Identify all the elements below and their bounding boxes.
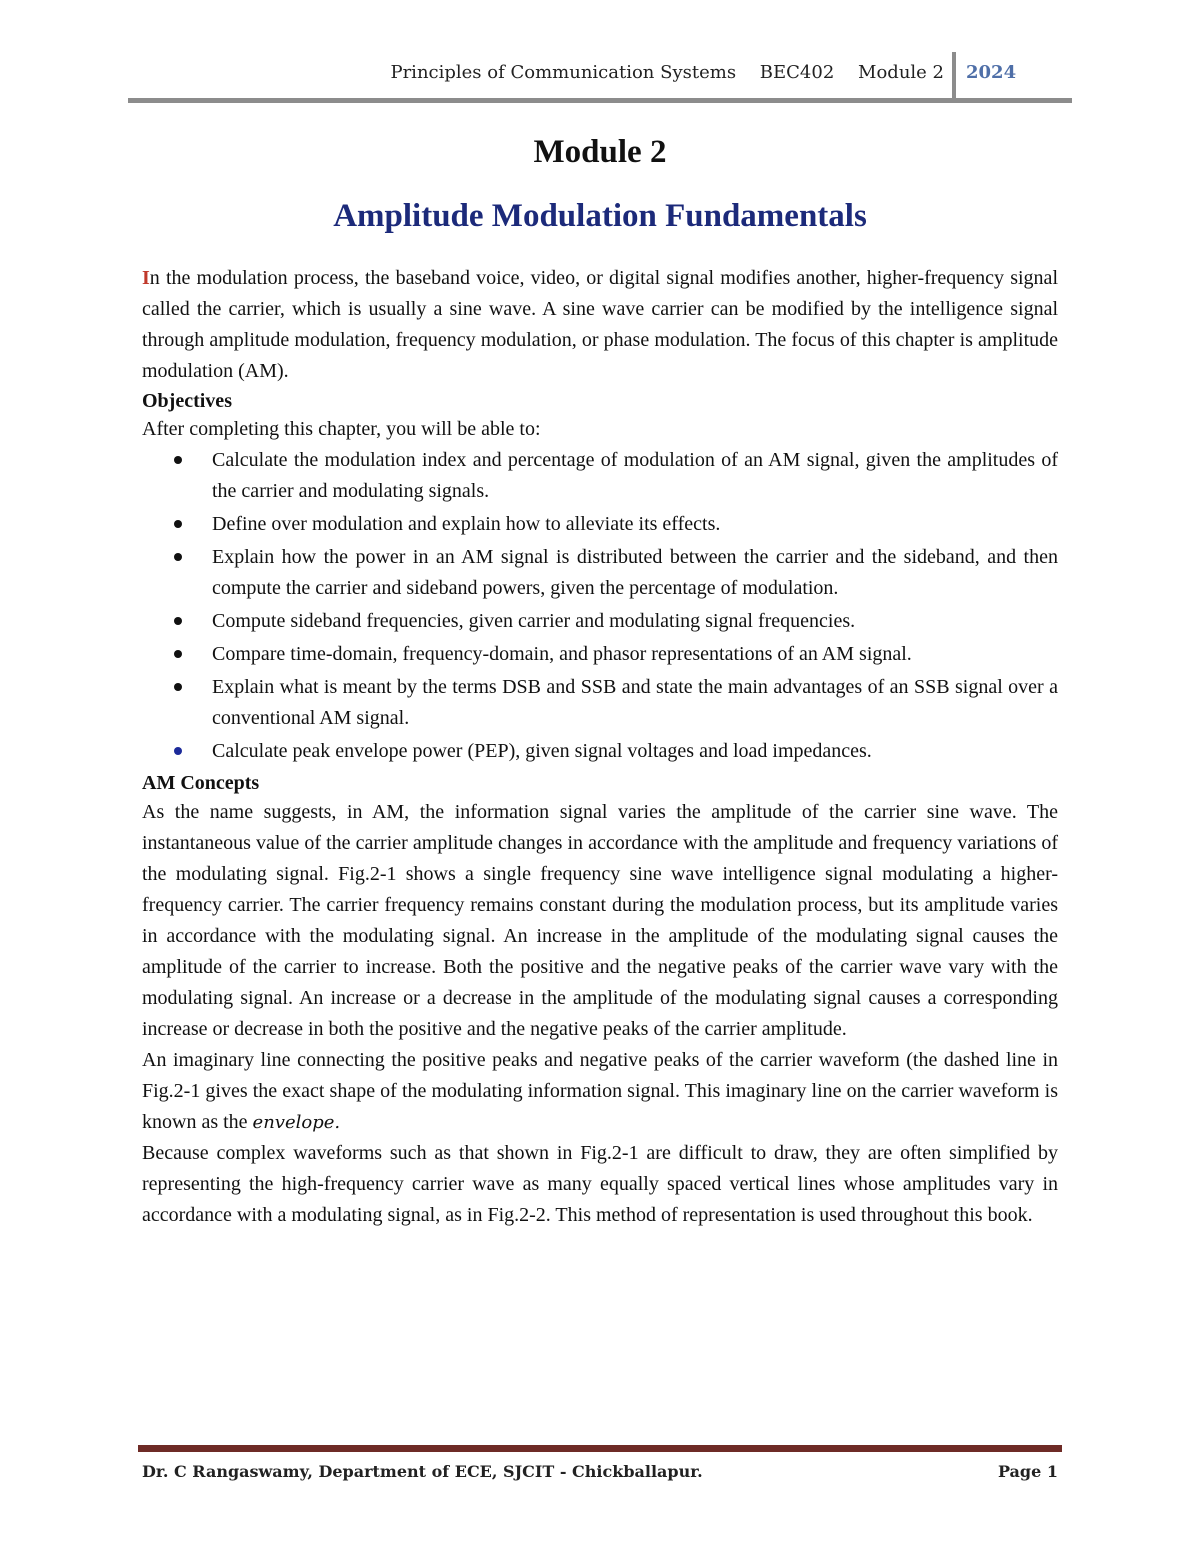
am-concepts-paragraph-3: Because complex waveforms such as that shown in Fig.2-1 are difficult to draw, they are often simplified by representing the high-frequency carrier wave as many equally spaced vertical lines whose amplitudes vary in accordance with a modulating signal, as in Fig.2-2. This method of representation is used throughout this book.	[142, 1142, 1058, 1226]
am-concepts-heading: AM Concepts	[142, 772, 260, 794]
list-item	[142, 606, 1058, 637]
objective-text: Calculate peak envelope power (PEP), given signal voltages and load impedances.	[212, 740, 872, 762]
intro-text: n the modulation process, the baseband voice, video, or digital signal modifies another, higher-frequency signal called the carrier, which is usually a sine wave. A sine wave carrier can be modified by the intelligence signal through amplitude modulation, frequency modulation, or phase modulation. The focus of this chapter is amplitude modulation (AM).	[142, 267, 1058, 382]
bullet-icon	[174, 520, 182, 528]
paragraph-2-text: An imaginary line connecting the positive peaks and negative peaks of the carrier waveform (the dashed line in Fig.2-1 gives the exact shape of the modulating information signal. This imaginary line on the carrier waveform is known as the	[142, 1049, 1058, 1133]
header-course: Principles of Communication Systems	[390, 62, 737, 83]
bullet-icon	[174, 553, 182, 561]
bullet-icon	[174, 683, 182, 691]
bullet-icon	[174, 617, 182, 625]
list-item	[142, 509, 1058, 540]
header-rule	[128, 98, 1072, 103]
page-body	[142, 263, 1058, 1231]
header-code: BEC402	[759, 62, 835, 83]
list-item	[142, 736, 1058, 767]
header-year: 2024	[966, 62, 1017, 83]
objective-text: Calculate the modulation index and percentage of modulation of an AM signal, given the amplitudes of the carrier and modulating signals.	[212, 449, 1058, 502]
list-item	[142, 445, 1058, 507]
page-header	[128, 52, 1072, 102]
objective-text: Compare time-domain, frequency-domain, and phasor representations of an AM signal.	[212, 643, 912, 665]
header-separator	[952, 52, 956, 100]
objective-text: Explain what is meant by the terms DSB and SSB and state the main advantages of an SSB signal over a conventional AM signal.	[212, 676, 1058, 729]
intro-paragraph	[142, 263, 1058, 387]
footer-author: Dr. C Rangaswamy, Department of ECE, SJCIT - Chickballapur.	[142, 1462, 703, 1481]
bullet-icon	[174, 650, 182, 658]
objective-text: Compute sideband frequencies, given carrier and modulating signal frequencies.	[212, 610, 856, 632]
module-title: Module 2	[533, 134, 667, 170]
chapter-title: Amplitude Modulation Fundamentals	[333, 198, 867, 234]
am-concepts-paragraph-2	[142, 1045, 1058, 1138]
objective-text: Explain how the power in an AM signal is distributed between the carrier and the sideband, and then compute the carrier and sideband powers, given the percentage of modulation.	[212, 546, 1058, 599]
bullet-icon	[174, 456, 182, 464]
footer-rule	[138, 1445, 1062, 1452]
am-concepts-paragraph-1: As the name suggests, in AM, the information signal varies the amplitude of the carrier sine wave. The instantaneous value of the carrier amplitude changes in accordance with the amplitude and frequency variations of the modulating signal. Fig.2-1 shows a single frequency sine wave intelligence signal modulating a higher-frequency carrier. The carrier frequency remains constant during the modulation process, but its amplitude varies in accordance with the modulating signal. An increase in the amplitude of the modulating signal causes the amplitude of the carrier to increase. Both the positive and the negative peaks of the carrier wave vary with the modulating signal. An increase or a decrease in the amplitude of the modulating signal causes a corresponding increase or decrease in both the positive and the negative peaks of the carrier amplitude.	[142, 801, 1058, 1040]
envelope-term: envelope.	[252, 1112, 341, 1133]
bullet-icon	[174, 747, 182, 755]
list-item	[142, 639, 1058, 670]
objectives-heading: Objectives	[142, 390, 232, 412]
objectives-lead: After completing this chapter, you will be able to:	[142, 418, 541, 440]
list-item	[142, 672, 1058, 734]
header-module: Module 2	[858, 62, 944, 83]
page-number: Page 1	[997, 1462, 1058, 1481]
objectives-list	[142, 445, 1058, 767]
objective-text: Define over modulation and explain how to alleviate its effects.	[212, 513, 721, 535]
drop-letter: I	[142, 267, 150, 289]
list-item	[142, 542, 1058, 604]
header-text	[390, 62, 944, 83]
